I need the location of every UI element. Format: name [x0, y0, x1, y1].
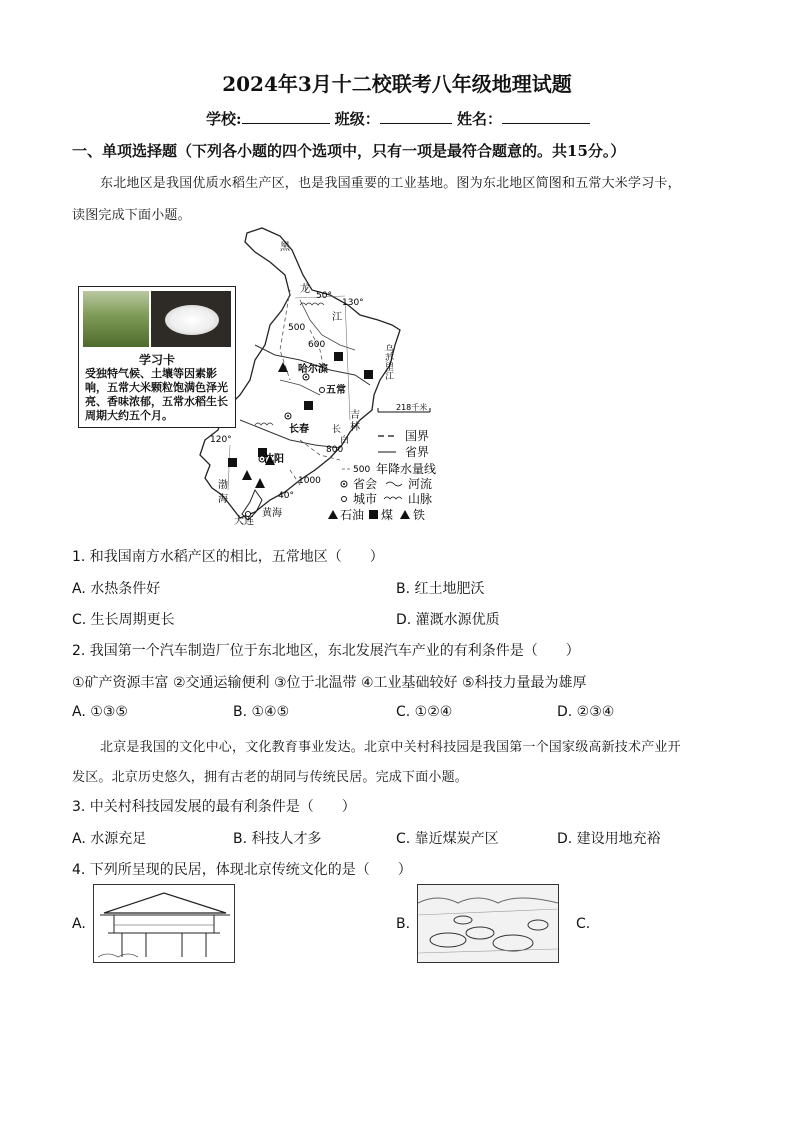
q3-option-d[interactable]: D. 建设用地充裕 [557, 831, 661, 847]
q4-stem: 4. 下列所呈现的民居，体现北京传统文化的是（ ） [72, 862, 412, 878]
legend-mountain-symbol [384, 497, 402, 499]
river-2 [280, 380, 320, 395]
legend-rain-value: 500 [353, 465, 371, 475]
school-label: 学校: [206, 110, 242, 128]
label-lat50: 50° [316, 291, 332, 301]
label-long: 龙 [300, 284, 310, 295]
legend-iron-symbol [400, 510, 410, 519]
label-c600: 600 [308, 340, 326, 350]
label-lat40: 40° [278, 491, 294, 501]
capital-changchun-dot [287, 415, 289, 417]
legend-province: 省界 [405, 445, 430, 459]
mountain-symbol-1 [300, 303, 324, 305]
legend-oil-symbol [328, 510, 338, 519]
q4-option-c[interactable]: C. [576, 916, 591, 932]
tulou-image[interactable] [417, 884, 559, 963]
q2-stem: 2. 我国第一个汽车制造厂位于东北地区，东北发展汽车产业的有利条件是（ ） [72, 643, 580, 659]
study-card [78, 286, 236, 428]
lon-line-120 [228, 445, 230, 490]
legend-border: 国界 [405, 429, 430, 443]
legend-city-symbol [342, 497, 347, 502]
label-hei: 黑 [280, 242, 290, 253]
label-lon120: 120° [210, 435, 232, 445]
stilt-house-drawing [94, 885, 234, 962]
legend-mountain: 山脉 [408, 492, 433, 506]
lon-line-130 [345, 300, 350, 420]
label-huanghai: 黄海 [262, 508, 282, 519]
q3-option-c[interactable]: C. 靠近煤炭产区 [396, 831, 499, 847]
legend-oil: 石油 [340, 508, 365, 522]
label-changchun: 长春 [289, 424, 309, 435]
section-heading: 一、单项选择题（下列各小题的四个选项中，只有一项是最符合题意的。共15分。） [72, 142, 626, 160]
intro1-line2: 读图完成下面小题。 [72, 208, 191, 223]
q3-option-b[interactable]: B. 科技人才多 [233, 831, 322, 847]
label-lon130: 130° [342, 298, 364, 308]
label-lin: 林 [350, 422, 360, 433]
name-label: 姓名： [457, 110, 503, 128]
rice-pile [165, 305, 219, 335]
label-scale: 218千米 [396, 403, 428, 412]
oil-symbol [278, 362, 288, 372]
q2-option-d[interactable]: D. ②③④ [557, 704, 615, 720]
label-wuchang: 五常 [326, 385, 346, 396]
label-wusuli: 乌苏里江 [383, 344, 393, 380]
q2-option-c[interactable]: C. ①②④ [396, 704, 453, 720]
q2-option-b[interactable]: B. ①④⑤ [233, 704, 290, 720]
q3-option-a[interactable]: A. 水源充足 [72, 831, 147, 847]
coal-symbol [304, 401, 313, 410]
legend-river: 河流 [408, 477, 433, 491]
label-hai: 海 [218, 494, 228, 505]
legend-capital: 省会 [353, 477, 378, 491]
q2-conditions: ①矿产资源丰富 ②交通运输便利 ③位于北温带 ④工业基础较好 ⑤科技力量最为雄厚 [72, 675, 587, 691]
stilt-house-image[interactable] [93, 884, 235, 963]
rice-field-photo [83, 291, 149, 347]
label-shenyang: 沈阳 [264, 454, 284, 465]
oil-symbol [242, 470, 252, 480]
exam-title: 2024年3月十二校联考八年级地理试题 [222, 72, 572, 96]
label-dalian: 大连 [234, 516, 254, 527]
capital-shenyang-dot [261, 458, 263, 460]
mountain-symbol-2 [255, 423, 273, 425]
q4-option-b[interactable]: B. [396, 916, 411, 932]
coal-symbol [334, 352, 343, 361]
legend-capital-dot [343, 483, 345, 485]
q1-option-b[interactable]: B. 红土地肥沃 [396, 581, 485, 597]
q1-option-c[interactable]: C. 生长周期更长 [72, 612, 175, 628]
legend-coal: 煤 [381, 508, 394, 522]
study-card-title: 学习卡 [138, 353, 175, 367]
tulou-drawing [418, 885, 558, 962]
coal-symbol [228, 458, 237, 467]
capital-harbin-dot [305, 376, 307, 378]
intro2-line2: 发区。北京历史悠久，拥有古老的胡同与传统民居。完成下面小题。 [72, 770, 469, 785]
legend-coal-symbol [369, 510, 378, 519]
label-chang: 长 [332, 425, 342, 435]
q3-stem: 3. 中关村科技园发展的最有利条件是（ ） [72, 799, 356, 815]
city-wuchang [320, 388, 325, 393]
label-c1000: 1000 [298, 476, 321, 486]
label-c800: 800 [326, 445, 344, 455]
oil-symbol [255, 478, 265, 488]
label-bai: 白 [340, 436, 350, 446]
intro1-line1: 东北地区是我国优质水稻生产区，也是我国重要的工业基地。图为东北地区简图和五常大米学习卡， [100, 176, 681, 191]
q1-stem: 1. 和我国南方水稻产区的相比，五常地区（ ） [72, 549, 384, 565]
legend-iron: 铁 [413, 508, 426, 522]
q1-option-d[interactable]: D. 灌溉水源优质 [396, 612, 500, 628]
study-card-text: 受独特气候、土壤等因素影响，五常大米颗粒饱满色泽光亮、香味浓郁，五常水稻生长周期大约五个月。 [85, 367, 228, 422]
q4-option-a[interactable]: A. [72, 916, 86, 932]
label-c500a: 500 [288, 323, 306, 333]
label-harbin: 哈尔滨 [298, 364, 328, 375]
q1-option-a[interactable]: A. 水热条件好 [72, 581, 161, 597]
coal-symbol [364, 370, 373, 379]
legend-rain: 年降水量线 [376, 462, 437, 476]
label-jiang: 江 [332, 312, 342, 323]
label-ji: 吉 [350, 410, 360, 421]
label-bo: 渤 [218, 480, 228, 491]
legend-river-symbol [386, 482, 402, 486]
class-label: 班级： [334, 110, 380, 128]
intro2-line1: 北京是我国的文化中心，文化教育事业发达。北京中关村科技园是我国第一个国家级高新技术产业开 [100, 740, 681, 755]
legend-city: 城市 [353, 492, 378, 506]
q2-option-a[interactable]: A. ①③⑤ [72, 704, 128, 720]
